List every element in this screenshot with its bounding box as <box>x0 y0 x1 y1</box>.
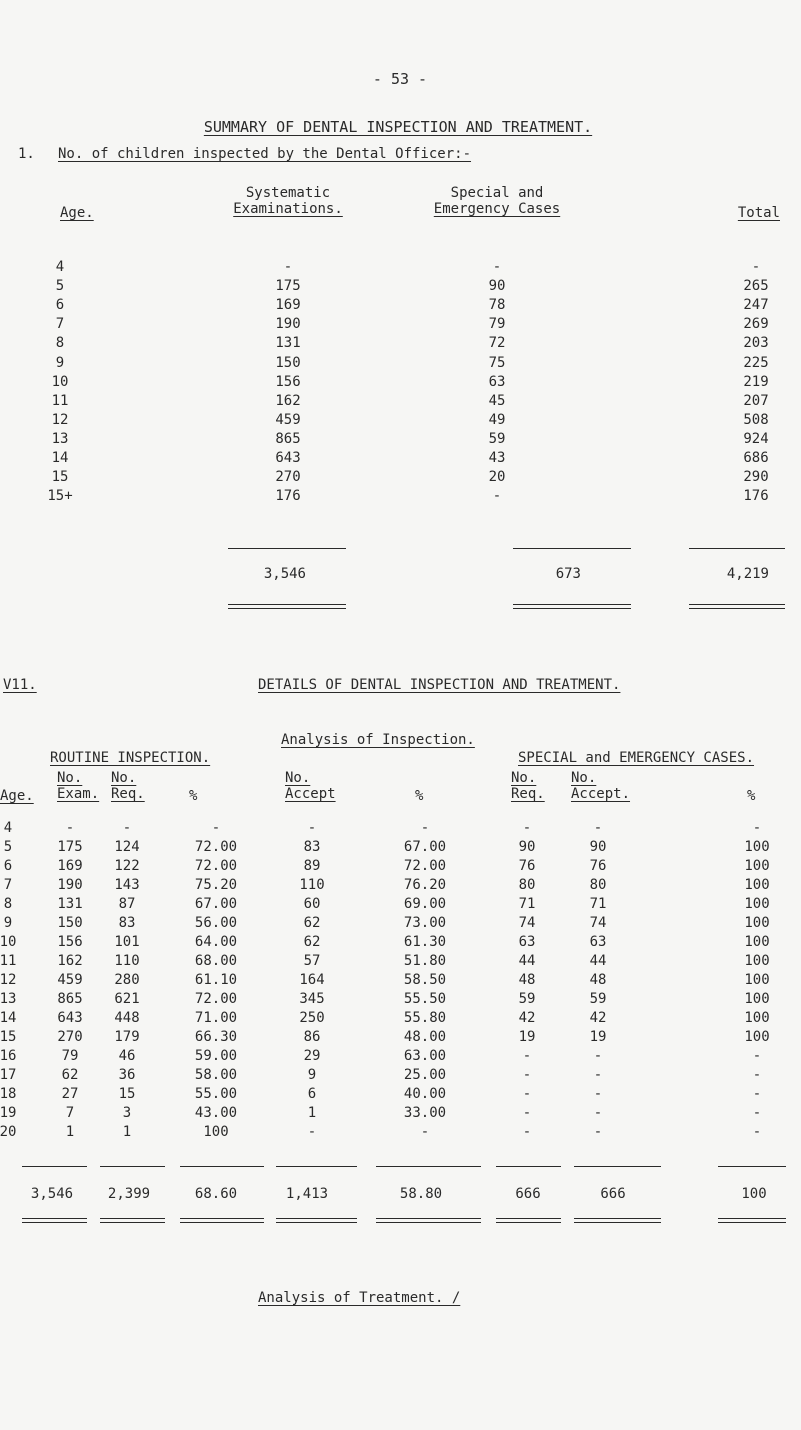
special-cell: 63 <box>488 373 506 390</box>
rule <box>228 548 346 549</box>
pct-accept-cell: 69.00 <box>403 896 447 912</box>
exam-cell: 175 <box>57 839 83 855</box>
table-row <box>0 335 801 354</box>
special-req-cell: - <box>522 1086 532 1102</box>
age-cell: 5 <box>55 278 65 295</box>
pct-req-cell: 64.00 <box>194 934 238 950</box>
double-rule <box>574 1218 661 1223</box>
total-accept: 1,413 <box>285 1186 329 1202</box>
table-row <box>0 259 801 278</box>
header-age: Age. <box>60 205 94 221</box>
special-cell: 79 <box>488 316 506 333</box>
pct-accept-cell: 67.00 <box>403 839 447 855</box>
table-row <box>0 488 801 507</box>
age-cell: 20 <box>0 1124 17 1140</box>
special-accept-cell: 74 <box>589 915 607 931</box>
special-cell: 78 <box>488 297 506 314</box>
pct-accept-cell: 48.00 <box>403 1029 447 1045</box>
special-cell: 75 <box>488 354 506 371</box>
req-cell: 124 <box>114 839 140 855</box>
table-row <box>0 297 801 316</box>
age-cell: 9 <box>3 915 13 931</box>
table-row <box>0 374 801 393</box>
age-cell: 5 <box>3 839 13 855</box>
rule <box>376 1166 481 1167</box>
section1-total-special: 673 <box>555 566 581 582</box>
systematic-cell: 459 <box>275 411 301 428</box>
special-req-cell: 90 <box>518 839 536 855</box>
header-total: Total <box>737 205 780 221</box>
total-special-pct: 100 <box>741 1186 767 1202</box>
s7-header-pct1: % <box>189 788 198 804</box>
table-row <box>0 278 801 297</box>
total-cell: 225 <box>743 354 769 371</box>
rule <box>718 1166 786 1167</box>
systematic-cell: 150 <box>275 354 301 371</box>
rule <box>513 548 631 549</box>
req-cell: 110 <box>114 953 140 969</box>
special-accept-cell: 42 <box>589 1010 607 1026</box>
systematic-cell: 175 <box>275 278 301 295</box>
pct-accept-cell: 58.50 <box>403 972 447 988</box>
special-pct-cell: 100 <box>744 839 770 855</box>
special-accept-cell: - <box>593 1105 603 1121</box>
rule <box>689 548 785 549</box>
pct-req-cell: 72.00 <box>194 858 238 874</box>
double-rule <box>22 1218 87 1223</box>
systematic-cell: 270 <box>275 469 301 486</box>
pct-req-cell: 43.00 <box>194 1105 238 1121</box>
special-pct-cell: - <box>752 1067 762 1083</box>
table-row <box>0 431 801 450</box>
special-cell: - <box>492 259 502 275</box>
double-rule <box>689 604 785 609</box>
req-cell: 621 <box>114 991 140 1007</box>
table-row <box>0 1010 801 1029</box>
pct-accept-cell: 55.50 <box>403 991 447 1007</box>
special-accept-cell: - <box>593 1086 603 1102</box>
accept-cell: 83 <box>303 839 321 855</box>
special-pct-cell: 100 <box>744 858 770 874</box>
table-row <box>0 915 801 934</box>
special-accept-cell: 80 <box>589 877 607 893</box>
req-cell: 122 <box>114 858 140 874</box>
age-cell: 11 <box>51 392 69 409</box>
table-row <box>0 355 801 374</box>
systematic-cell: 162 <box>275 392 301 409</box>
section7-heading: DETAILS OF DENTAL INSPECTION AND TREATMENT. <box>258 677 621 693</box>
age-cell: 8 <box>55 335 65 352</box>
special-pct-cell: 100 <box>744 1010 770 1026</box>
table-row <box>0 469 801 488</box>
s7-header-saccept: No. Accept. <box>571 770 631 802</box>
age-cell: 8 <box>3 896 13 912</box>
rule <box>276 1166 357 1167</box>
age-cell: 9 <box>55 354 65 371</box>
req-cell: 87 <box>118 896 136 912</box>
pct-accept-cell: - <box>420 1124 430 1140</box>
special-req-cell: 59 <box>518 991 536 1007</box>
table-row <box>0 1048 801 1067</box>
double-rule <box>513 604 631 609</box>
special-req-cell: 63 <box>518 934 536 950</box>
special-req-cell: 42 <box>518 1010 536 1026</box>
special-pct-cell: 100 <box>744 953 770 969</box>
double-rule <box>718 1218 786 1223</box>
exam-cell: 27 <box>61 1086 79 1102</box>
special-pct-cell: 100 <box>744 1029 770 1045</box>
exam-cell: 169 <box>57 858 83 874</box>
age-cell: 13 <box>0 991 17 1007</box>
pct-req-cell: - <box>211 820 221 836</box>
accept-cell: 250 <box>299 1010 325 1026</box>
special-accept-cell: 90 <box>589 839 607 855</box>
table-row <box>0 393 801 412</box>
pct-req-cell: 66.30 <box>194 1029 238 1045</box>
special-req-cell: 71 <box>518 896 536 912</box>
req-cell: 448 <box>114 1010 140 1026</box>
accept-cell: 6 <box>307 1086 317 1102</box>
header-special: Special and Emergency Cases <box>433 185 561 217</box>
special-accept-cell: 19 <box>589 1029 607 1045</box>
special-pct-cell: - <box>752 820 762 836</box>
total-special-req: 666 <box>515 1186 541 1202</box>
exam-cell: 156 <box>57 934 83 950</box>
section7-number: V11. <box>3 677 37 693</box>
pct-req-cell: 72.00 <box>194 839 238 855</box>
age-cell: 6 <box>3 858 13 874</box>
pct-req-cell: 56.00 <box>194 915 238 931</box>
age-cell: 12 <box>51 411 69 428</box>
age-cell: 16 <box>0 1048 17 1064</box>
special-pct-cell: - <box>752 1105 762 1121</box>
special-cell: 59 <box>488 430 506 447</box>
req-cell: 179 <box>114 1029 140 1045</box>
s7-header-pct3: % <box>747 788 756 804</box>
special-pct-cell: - <box>752 1124 762 1140</box>
double-rule <box>228 604 346 609</box>
special-req-cell: 80 <box>518 877 536 893</box>
total-exam: 3,546 <box>30 1186 74 1202</box>
special-cell: 72 <box>488 335 506 352</box>
age-cell: 7 <box>3 877 13 893</box>
special-accept-cell: - <box>593 820 603 836</box>
exam-cell: 62 <box>61 1067 79 1083</box>
req-cell: 46 <box>118 1048 136 1064</box>
accept-cell: 62 <box>303 915 321 931</box>
table-row <box>0 896 801 915</box>
age-cell: 6 <box>55 297 65 314</box>
rule <box>22 1166 87 1167</box>
special-pct-cell: 100 <box>744 877 770 893</box>
special-accept-cell: 44 <box>589 953 607 969</box>
systematic-cell: 176 <box>275 488 301 505</box>
pct-accept-cell: 40.00 <box>403 1086 447 1102</box>
req-cell: 36 <box>118 1067 136 1083</box>
total-pct-req: 68.60 <box>194 1186 238 1202</box>
table-row <box>0 412 801 431</box>
section1-number: 1. <box>18 146 35 162</box>
systematic-cell: 169 <box>275 297 301 314</box>
age-cell: 10 <box>0 934 17 950</box>
table-row <box>0 953 801 972</box>
age-cell: 12 <box>0 972 17 988</box>
special-pct-cell: 100 <box>744 915 770 931</box>
systematic-cell: 190 <box>275 316 301 333</box>
req-cell: 1 <box>122 1124 132 1140</box>
special-pct-cell: 100 <box>744 972 770 988</box>
table-row <box>0 1124 801 1143</box>
page-number: - 53 - <box>372 70 428 88</box>
accept-cell: 60 <box>303 896 321 912</box>
rule <box>100 1166 165 1167</box>
age-cell: 15 <box>51 469 69 486</box>
special-accept-cell: 48 <box>589 972 607 988</box>
table-row <box>0 316 801 335</box>
req-cell: 280 <box>114 972 140 988</box>
pct-accept-cell: 76.20 <box>403 877 447 893</box>
accept-cell: 110 <box>299 877 325 893</box>
special-cell: 49 <box>488 411 506 428</box>
special-cell: 45 <box>488 392 506 409</box>
exam-cell: - <box>65 820 75 836</box>
pct-accept-cell: 61.30 <box>403 934 447 950</box>
special-cell: 90 <box>488 278 506 295</box>
pct-req-cell: 100 <box>203 1124 229 1140</box>
total-cell: 265 <box>743 278 769 295</box>
double-rule <box>376 1218 481 1223</box>
age-cell: 11 <box>0 953 17 969</box>
special-pct-cell: 100 <box>744 934 770 950</box>
age-cell: 14 <box>0 1010 17 1026</box>
table-row <box>0 450 801 469</box>
special-accept-cell: 63 <box>589 934 607 950</box>
age-cell: 18 <box>0 1086 17 1102</box>
req-cell: 3 <box>122 1105 132 1121</box>
pct-req-cell: 67.00 <box>194 896 238 912</box>
accept-cell: - <box>307 820 317 836</box>
systematic-cell: 643 <box>275 450 301 466</box>
table-row <box>0 934 801 953</box>
special-req-cell: 48 <box>518 972 536 988</box>
double-rule <box>180 1218 264 1223</box>
table-row <box>0 858 801 877</box>
special-req-cell: 44 <box>518 953 536 969</box>
accept-cell: 62 <box>303 934 321 950</box>
pct-req-cell: 58.00 <box>194 1067 238 1083</box>
s7-header-age: Age. <box>0 788 34 804</box>
table-row <box>0 1067 801 1086</box>
table-row <box>0 1029 801 1048</box>
age-cell: 7 <box>55 316 65 333</box>
s7-header-sreq: No. Req. <box>511 770 545 802</box>
special-heading: SPECIAL and EMERGENCY CASES. <box>518 750 755 766</box>
total-cell: - <box>751 259 761 275</box>
req-cell: - <box>122 820 132 836</box>
table-row <box>0 1086 801 1105</box>
s7-header-accept: No. Accept <box>285 770 336 802</box>
total-pct-accept: 58.80 <box>399 1186 443 1202</box>
special-accept-cell: - <box>593 1048 603 1064</box>
double-rule <box>276 1218 357 1223</box>
main-title: SUMMARY OF DENTAL INSPECTION AND TREATMENT. <box>203 118 593 136</box>
accept-cell: 164 <box>299 972 325 988</box>
systematic-cell: 865 <box>275 430 301 447</box>
exam-cell: 865 <box>57 991 83 1007</box>
age-cell: 15 <box>0 1029 17 1045</box>
table-row <box>0 820 801 839</box>
accept-cell: 57 <box>303 953 321 969</box>
total-cell: 203 <box>743 335 769 352</box>
section1-total-systematic: 3,546 <box>263 566 306 582</box>
exam-cell: 459 <box>57 972 83 988</box>
double-rule <box>496 1218 561 1223</box>
table-row <box>0 972 801 991</box>
exam-cell: 150 <box>57 915 83 931</box>
total-cell: 176 <box>743 488 769 505</box>
analysis-heading: Analysis of Inspection. <box>281 732 475 748</box>
accept-cell: 89 <box>303 858 321 874</box>
special-req-cell: 19 <box>518 1029 536 1045</box>
age-cell: 15+ <box>47 488 73 505</box>
age-cell: 14 <box>51 450 69 466</box>
special-req-cell: - <box>522 1105 532 1121</box>
table-row <box>0 991 801 1010</box>
rule <box>574 1166 661 1167</box>
systematic-cell: 131 <box>275 335 301 352</box>
accept-cell: 345 <box>299 991 325 1007</box>
special-req-cell: 74 <box>518 915 536 931</box>
special-pct-cell: 100 <box>744 896 770 912</box>
pct-req-cell: 71.00 <box>194 1010 238 1026</box>
total-cell: 247 <box>743 297 769 314</box>
pct-accept-cell: 73.00 <box>403 915 447 931</box>
total-special-accept: 666 <box>600 1186 626 1202</box>
exam-cell: 162 <box>57 953 83 969</box>
special-accept-cell: 76 <box>589 858 607 874</box>
special-accept-cell: - <box>593 1067 603 1083</box>
special-pct-cell: - <box>752 1048 762 1064</box>
systematic-cell: - <box>283 259 293 275</box>
section1-heading: No. of children inspected by the Dental Officer:- <box>58 146 472 162</box>
total-cell: 290 <box>743 469 769 486</box>
rule <box>180 1166 264 1167</box>
age-cell: 17 <box>0 1067 17 1083</box>
req-cell: 143 <box>114 877 140 893</box>
special-accept-cell: 59 <box>589 991 607 1007</box>
exam-cell: 7 <box>65 1105 75 1121</box>
pct-accept-cell: 51.80 <box>403 953 447 969</box>
req-cell: 83 <box>118 915 136 931</box>
req-cell: 15 <box>118 1086 136 1102</box>
total-cell: 508 <box>743 411 769 428</box>
total-cell: 924 <box>743 430 769 447</box>
total-cell: 269 <box>743 316 769 333</box>
special-accept-cell: 71 <box>589 896 607 912</box>
pct-req-cell: 68.00 <box>194 953 238 969</box>
routine-heading: ROUTINE INSPECTION. <box>50 750 211 766</box>
pct-accept-cell: 63.00 <box>403 1048 447 1064</box>
exam-cell: 270 <box>57 1029 83 1045</box>
total-cell: 686 <box>743 450 769 466</box>
accept-cell: 1 <box>307 1105 317 1121</box>
total-cell: 219 <box>743 373 769 390</box>
special-req-cell: - <box>522 820 532 836</box>
exam-cell: 643 <box>57 1010 83 1026</box>
pct-req-cell: 61.10 <box>194 972 238 988</box>
accept-cell: 29 <box>303 1048 321 1064</box>
accept-cell: 9 <box>307 1067 317 1083</box>
header-systematic: Systematic Examinations. <box>233 185 343 217</box>
exam-cell: 1 <box>65 1124 75 1140</box>
s7-header-exam: No. Exam. <box>57 770 100 802</box>
pct-req-cell: 59.00 <box>194 1048 238 1064</box>
special-cell: - <box>492 488 502 505</box>
pct-req-cell: 75.20 <box>194 877 238 893</box>
double-rule <box>100 1218 165 1223</box>
systematic-cell: 156 <box>275 373 301 390</box>
section1-total-total: 4,219 <box>726 566 769 582</box>
special-req-cell: - <box>522 1124 532 1140</box>
rule <box>496 1166 561 1167</box>
age-cell: 13 <box>51 430 69 447</box>
pct-req-cell: 72.00 <box>194 991 238 1007</box>
age-cell: 4 <box>55 259 65 275</box>
total-cell: 207 <box>743 392 769 409</box>
special-cell: 20 <box>488 469 506 486</box>
exam-cell: 190 <box>57 877 83 893</box>
accept-cell: - <box>307 1124 317 1140</box>
footer-text: Analysis of Treatment. / <box>258 1290 461 1306</box>
table-row <box>0 877 801 896</box>
table-row <box>0 839 801 858</box>
special-req-cell: - <box>522 1067 532 1083</box>
special-pct-cell: - <box>752 1086 762 1102</box>
special-req-cell: - <box>522 1048 532 1064</box>
exam-cell: 131 <box>57 896 83 912</box>
table-row <box>0 1105 801 1124</box>
special-accept-cell: - <box>593 1124 603 1140</box>
total-req: 2,399 <box>107 1186 151 1202</box>
pct-accept-cell: 33.00 <box>403 1105 447 1121</box>
special-req-cell: 76 <box>518 858 536 874</box>
pct-accept-cell: 25.00 <box>403 1067 447 1083</box>
accept-cell: 86 <box>303 1029 321 1045</box>
pct-accept-cell: 55.80 <box>403 1010 447 1026</box>
exam-cell: 79 <box>61 1048 79 1064</box>
special-pct-cell: 100 <box>744 991 770 1007</box>
req-cell: 101 <box>114 934 140 950</box>
pct-accept-cell: - <box>420 820 430 836</box>
pct-req-cell: 55.00 <box>194 1086 238 1102</box>
s7-header-pct2: % <box>415 788 424 804</box>
special-cell: 43 <box>488 450 506 466</box>
pct-accept-cell: 72.00 <box>403 858 447 874</box>
age-cell: 10 <box>51 373 69 390</box>
age-cell: 19 <box>0 1105 17 1121</box>
age-cell: 4 <box>3 820 13 836</box>
s7-header-req: No. Req. <box>111 770 145 802</box>
